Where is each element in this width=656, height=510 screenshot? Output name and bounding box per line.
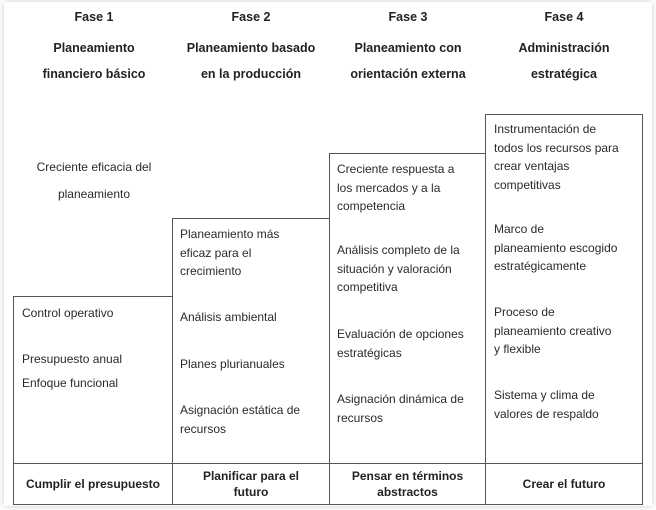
phase-1-header xyxy=(15,8,173,87)
phase-2-item-4-line-1: Asignación estática de xyxy=(180,403,301,417)
phase-3-item-2 xyxy=(337,241,460,297)
footer-row xyxy=(13,463,643,505)
phase-4-item-1-line-3: crear ventajas xyxy=(494,159,570,173)
phase-3-footer-line-2: abstractos xyxy=(377,485,438,499)
phase-3-item-3 xyxy=(337,325,464,362)
phase-3-footer-line-1: Pensar en términos xyxy=(351,469,464,483)
phase-1-footer xyxy=(14,464,173,504)
phase-3-item-1-line-1: Creciente respuesta a xyxy=(337,162,455,176)
phase-3-item-2-line-3: competitiva xyxy=(337,280,398,294)
phase-3-item-4 xyxy=(337,390,464,427)
phase-2-header xyxy=(172,8,330,87)
phase-4-item-2 xyxy=(494,220,617,276)
phase-4-item-4-line-2: valores de respaldo xyxy=(494,406,599,421)
phase-4-title-line-2: estratégica xyxy=(530,67,597,81)
phase-1-item-2 xyxy=(22,350,122,392)
phase-3-item-2-line-1: Análisis completo de la xyxy=(337,243,460,257)
phase-4-item-1-line-1: Instrumentación de xyxy=(494,122,597,136)
phase-4-footer-line-1: Crear el futuro xyxy=(522,477,606,491)
phase-3-header xyxy=(329,8,487,87)
phase-3-item-4-line-1: Asignación dinámica de xyxy=(337,392,464,406)
phase-4-item-4 xyxy=(494,386,599,423)
phase-1-trend-text xyxy=(15,154,173,208)
phase-4-item-1-line-2: todos los recursos para xyxy=(494,140,619,155)
phase-4-header xyxy=(485,8,643,87)
phase-3-item-1 xyxy=(337,160,454,216)
phase-1-trend-line-2: planeamiento xyxy=(57,187,131,201)
phase-3-title-line-1: Planeamiento con xyxy=(354,41,462,55)
phase-1-item-2-line-1: Presupuesto anual xyxy=(22,352,123,366)
phase-2-title-line-1: Planeamiento basado xyxy=(186,41,316,55)
phase-3-footer xyxy=(330,464,486,504)
phase-3-item-2-line-2: situación y valoración xyxy=(337,261,452,276)
phase-2-footer-line-1: Planificar para el xyxy=(202,469,300,483)
phase-3-label: Fase 3 xyxy=(388,10,428,24)
phase-3-item-4-line-2: recursos xyxy=(337,410,384,425)
phase-1-title-line-1: Planeamiento xyxy=(53,41,135,55)
phase-4-title-line-1: Administración xyxy=(518,41,610,55)
phase-2-item-1-line-2: eficaz para el xyxy=(180,245,252,260)
phase-3-item-3-line-2: estratégicas xyxy=(337,345,402,360)
phase-2-title-line-2: en la producción xyxy=(200,67,301,81)
phase-2-footer-line-2: futuro xyxy=(233,485,269,499)
phase-4-item-3-line-1: Proceso de xyxy=(494,305,555,319)
phase-4-item-2-line-3: estratégicamente xyxy=(494,259,587,273)
phase-4-item-4-line-1: Sistema y clima de xyxy=(494,388,595,402)
phase-2-item-4 xyxy=(180,401,300,438)
phase-4-footer xyxy=(486,464,642,504)
phase-2-item-2 xyxy=(180,308,277,327)
phase-1-trend-line-1: Creciente eficacia del xyxy=(36,160,152,174)
phase-4-item-2-line-1: Marco de xyxy=(494,222,545,236)
phase-2-item-3 xyxy=(180,355,285,374)
phase-1-item-1-line-1: Control operativo xyxy=(22,306,114,320)
phase-4-item-3-line-3: y flexible xyxy=(494,342,541,356)
phase-1-item-2-line-2: Enfoque funcional xyxy=(22,375,119,390)
phase-2-item-3-line-1: Planes plurianuales xyxy=(180,357,285,371)
phase-4-label: Fase 4 xyxy=(544,10,584,24)
phase-2-item-1-line-1: Planeamiento más xyxy=(180,227,280,241)
phase-4-item-3 xyxy=(494,303,611,359)
phase-3-item-3-line-1: Evaluación de opciones xyxy=(337,327,464,341)
phase-2-footer xyxy=(173,464,330,504)
phase-1-item-1 xyxy=(22,304,113,323)
phase-4-item-1-line-4: competitivas xyxy=(494,177,561,192)
phase-2-item-4-line-2: recursos xyxy=(180,421,227,436)
phase-4-item-3-line-2: planeamiento creativo xyxy=(494,323,612,338)
phase-4-item-2-line-2: planeamiento escogido xyxy=(494,240,618,255)
phase-2-label: Fase 2 xyxy=(231,10,271,24)
phase-4-item-1 xyxy=(494,120,619,194)
phase-3-item-1-line-2: los mercados y a la xyxy=(337,180,441,195)
phase-2-item-1 xyxy=(180,225,279,281)
phase-1-title-line-2: financiero básico xyxy=(42,67,146,81)
phase-1-footer-line-1: Cumplir el presupuesto xyxy=(25,477,161,491)
phase-2-item-2-line-1: Análisis ambiental xyxy=(180,310,277,324)
phase-3-title-line-2: orientación externa xyxy=(350,67,466,81)
phase-3-item-1-line-3: competencia xyxy=(337,199,406,213)
phase-2-item-1-line-3: crecimiento xyxy=(180,264,242,278)
phase-1-label: Fase 1 xyxy=(74,10,114,24)
